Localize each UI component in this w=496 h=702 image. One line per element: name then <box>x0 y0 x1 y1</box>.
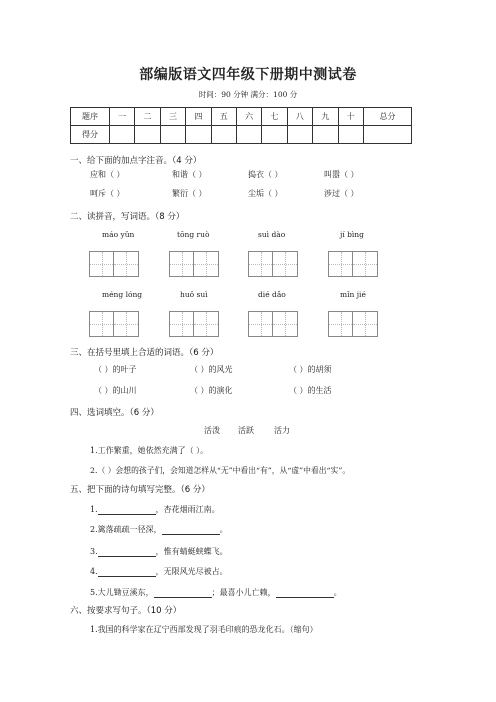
question-number: 1. <box>90 505 98 514</box>
poem-line-1 <box>90 504 220 515</box>
section-4-heading: 四、选词填空。（6 分） <box>70 408 159 418</box>
page-title: 部编版语文四年级下册期中测试卷 <box>139 67 357 83</box>
score-table <box>70 107 412 144</box>
score-table-header-row <box>71 108 412 126</box>
writing-grid[interactable] <box>169 311 219 337</box>
pinyin-label: dié dǎo <box>258 290 286 299</box>
poem-text: 5.大儿锄豆溪东， <box>90 588 154 597</box>
score-header-cell: 题序 <box>71 108 110 126</box>
poem-line-3 <box>90 546 228 557</box>
writing-grid[interactable] <box>89 311 139 337</box>
score-header-cell: 九 <box>313 108 338 126</box>
section-5-heading: 五、把下面的诗句填写完整。（6 分） <box>70 485 210 495</box>
pinyin-item: 捣衣（ ） <box>248 170 283 179</box>
pinyin-label: tōng ruò <box>177 230 210 239</box>
score-header-cell: 三 <box>160 108 185 126</box>
answer-blank[interactable] <box>276 597 334 598</box>
pinyin-item: 呵斥（ ） <box>90 189 125 198</box>
question-number: 4. <box>90 567 98 576</box>
score-input-cell[interactable] <box>338 126 363 144</box>
score-row-label: 得分 <box>71 126 110 144</box>
fill-item: （ ）的风光 <box>190 365 233 374</box>
fill-item: （ ）的胡须 <box>289 365 332 374</box>
poem-text: ；最喜小儿亡赖， <box>211 588 276 597</box>
poem-text: 2.篱落疏疏一径深， <box>90 525 162 534</box>
score-input-cell[interactable] <box>135 126 160 144</box>
question-number: 3. <box>90 547 98 556</box>
question-text: 1.工作繁重，她依然充满了（ ）。 <box>90 446 209 455</box>
poem-text: ，杏花烟雨江南。 <box>155 505 220 514</box>
fill-item: （ ）的叶子 <box>94 365 137 374</box>
score-input-cell[interactable] <box>186 126 211 144</box>
pinyin-label: máo yǔn <box>102 230 135 239</box>
poem-text: 。 <box>219 525 228 534</box>
score-header-cell: 一 <box>110 108 135 126</box>
writing-grid[interactable] <box>328 251 378 277</box>
score-header-cell: 五 <box>211 108 236 126</box>
pinyin-item: 涉过（ ） <box>324 189 359 198</box>
score-header-cell: 四 <box>186 108 211 126</box>
score-header-cell: 八 <box>287 108 312 126</box>
question-text: 1.我国的科学家在辽宁西部发现了羽毛印痕的恐龙化石。（缩句） <box>90 625 318 634</box>
fill-item: （ ）的山川 <box>94 386 137 395</box>
answer-blank[interactable] <box>162 534 220 535</box>
score-input-cell[interactable] <box>110 126 135 144</box>
word-option: 活泼 <box>204 426 220 435</box>
score-input-cell[interactable] <box>313 126 338 144</box>
exam-info: 时间：90 分钟 满分：100 分 <box>198 90 298 99</box>
pinyin-label: mǐn jié <box>340 290 366 299</box>
score-header-cell: 六 <box>236 108 261 126</box>
poem-line-4 <box>90 566 228 577</box>
score-header-cell: 二 <box>135 108 160 126</box>
score-input-cell[interactable] <box>236 126 261 144</box>
answer-blank[interactable] <box>98 556 156 557</box>
pinyin-item: 和谐（ ） <box>172 170 207 179</box>
score-input-cell[interactable] <box>160 126 185 144</box>
writing-grid[interactable] <box>89 251 139 277</box>
score-input-cell[interactable] <box>363 126 411 144</box>
pinyin-label: jí bìng <box>340 230 364 239</box>
section-1-heading: 一、给下面的加点字注音。（4 分） <box>70 156 202 166</box>
score-input-cell[interactable] <box>262 126 287 144</box>
score-header-cell: 十 <box>338 108 363 126</box>
answer-blank[interactable] <box>98 576 156 577</box>
score-header-cell: 七 <box>262 108 287 126</box>
pinyin-item: 尘垢（ ） <box>248 189 283 198</box>
score-input-cell[interactable] <box>287 126 312 144</box>
writing-grid[interactable] <box>248 311 298 337</box>
section-6-heading: 六、按要求写句子。（10 分） <box>70 606 182 616</box>
pinyin-label: huǒ suì <box>180 290 208 299</box>
poem-text: ，无限风光尽被占。 <box>155 567 228 576</box>
poem-text: ，惟有蜻蜓蛱蝶飞。 <box>155 547 228 556</box>
pinyin-item: 应和（ ） <box>90 170 125 179</box>
poem-line-2 <box>90 524 228 535</box>
answer-blank[interactable] <box>154 597 212 598</box>
pinyin-label: méng lóng <box>102 290 143 299</box>
score-header-cell: 总分 <box>363 108 411 126</box>
writing-grid[interactable] <box>328 311 378 337</box>
pinyin-item: 繁衍（ ） <box>172 189 207 198</box>
poem-text: 。 <box>333 588 342 597</box>
question-text: 2.（ ）会想的孩子们，会知道怎样从“无”中看出“有”，从“虚”中看出“实”。 <box>90 466 351 475</box>
fill-item: （ ）的生活 <box>289 386 332 395</box>
pinyin-label: suì dào <box>258 230 286 239</box>
writing-grid[interactable] <box>248 251 298 277</box>
pinyin-item: 叫嚣（ ） <box>324 170 359 179</box>
section-3-heading: 三、在括号里填上合适的词语。（6 分） <box>70 348 219 358</box>
fill-item: （ ）的演化 <box>190 386 233 395</box>
word-option: 活力 <box>274 426 290 435</box>
section-2-heading: 二、读拼音，写词语。（8 分） <box>70 212 185 222</box>
answer-blank[interactable] <box>98 514 156 515</box>
score-table-score-row <box>71 126 412 144</box>
score-input-cell[interactable] <box>211 126 236 144</box>
poem-line-5 <box>90 587 342 598</box>
word-option: 活跃 <box>238 426 254 435</box>
writing-grid[interactable] <box>169 251 219 277</box>
